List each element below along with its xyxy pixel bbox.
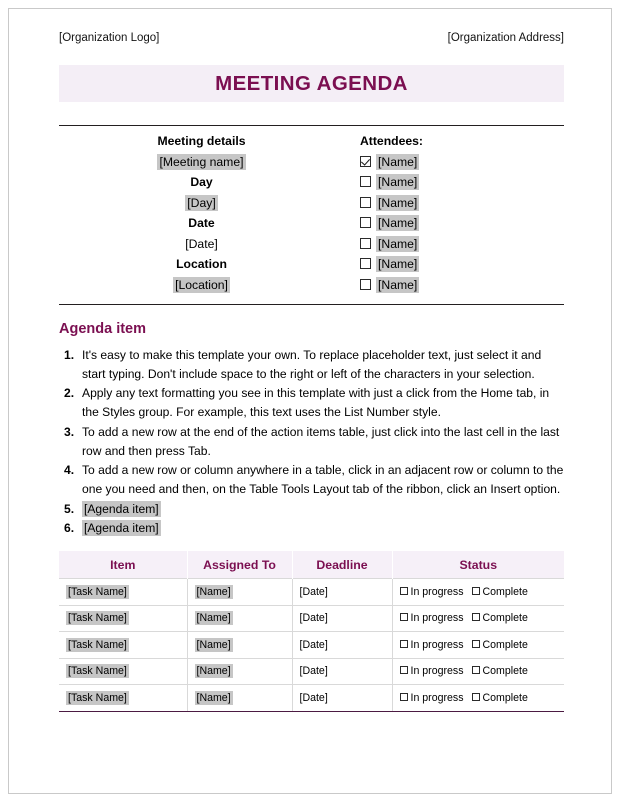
meeting-detail-row[interactable]: [59, 193, 344, 214]
task-name: [Task Name]: [68, 612, 127, 625]
checkbox-checked-icon[interactable]: [360, 156, 371, 167]
meeting-detail-value: [Date]: [185, 236, 218, 251]
agenda-list-item: [59, 500, 564, 519]
deadline-date: [Date]: [299, 585, 328, 598]
table-cell-assignee-name[interactable]: [187, 579, 292, 606]
table-column-header: Deadline: [292, 551, 392, 579]
table-cell-deadline-date[interactable]: [292, 685, 392, 712]
meeting-details-heading: Meeting details: [157, 134, 246, 148]
table-cell-status: [392, 579, 564, 606]
status-option-label: Complete: [482, 691, 528, 704]
table-column-header: Status: [392, 551, 564, 579]
agenda-list-item: [59, 384, 564, 421]
organization-logo-placeholder[interactable]: [Organization Logo]: [59, 32, 160, 44]
attendee-row: [350, 213, 564, 234]
table-cell-deadline-date[interactable]: [292, 579, 392, 606]
table-row: [59, 605, 564, 632]
checkbox-icon[interactable]: [400, 693, 408, 701]
task-name: [Task Name]: [68, 585, 127, 598]
table-row: [59, 632, 564, 659]
attendee-row: [350, 193, 564, 214]
checkbox-icon[interactable]: [360, 176, 371, 187]
attendee-name[interactable]: [Name]: [378, 216, 418, 230]
checkbox-icon[interactable]: [472, 693, 480, 701]
status-option[interactable]: [400, 612, 464, 624]
meeting-detail-value: Day: [190, 175, 213, 189]
status-option-label: In progress: [410, 585, 464, 598]
meeting-detail-row: [59, 213, 344, 234]
agenda-list-item: [59, 461, 564, 498]
title-banner: [59, 65, 564, 102]
task-name: [Task Name]: [68, 638, 127, 651]
table-row: [59, 658, 564, 685]
table-header-row: [59, 551, 564, 579]
agenda-list-item: [59, 519, 564, 538]
status-option-label: In progress: [410, 691, 464, 704]
checkbox-icon[interactable]: [472, 587, 480, 595]
status-option-label: Complete: [482, 665, 528, 678]
action-items-table: [59, 551, 564, 712]
attendees-rows: [350, 152, 564, 296]
task-name: [Task Name]: [68, 665, 127, 678]
status-option-label: Complete: [482, 612, 528, 625]
checkbox-icon[interactable]: [400, 613, 408, 621]
organization-address-placeholder[interactable]: [Organization Address]: [447, 32, 564, 44]
meeting-detail-row: [59, 172, 344, 193]
agenda-item-text[interactable]: [Agenda item]: [84, 501, 159, 516]
attendee-name[interactable]: [Name]: [378, 175, 418, 189]
meeting-detail-value: [Location]: [175, 277, 228, 292]
checkbox-icon[interactable]: [360, 258, 371, 269]
status-option-label: In progress: [410, 612, 464, 625]
table-row: [59, 579, 564, 606]
table-column-header: Assigned To: [187, 551, 292, 579]
agenda-list-item: [59, 423, 564, 460]
attendees-heading: Attendees:: [360, 134, 423, 148]
meeting-detail-value: Location: [176, 257, 227, 271]
details-bottom-rule: [59, 304, 564, 305]
assignee-name: [Name]: [196, 585, 231, 598]
table-cell-assignee-name[interactable]: [187, 685, 292, 712]
table-cell-deadline-date[interactable]: [292, 632, 392, 659]
table-cell-task-name[interactable]: [59, 685, 187, 712]
attendee-row: [350, 152, 564, 173]
status-option[interactable]: [472, 665, 528, 677]
table-cell-deadline-date[interactable]: [292, 605, 392, 632]
document-content: [59, 31, 564, 712]
agenda-list-item: [59, 346, 564, 383]
checkbox-icon[interactable]: [472, 640, 480, 648]
agenda-item-text: To add a new row or column anywhere in a table, click in an adjacent row or column to the one you need and then, on the Table Tools Layout tab of the ribbon, click an Insert option.: [82, 463, 564, 496]
checkbox-icon[interactable]: [472, 613, 480, 621]
meeting-details-rows: [59, 152, 344, 296]
checkbox-icon[interactable]: [360, 197, 371, 208]
page-title: MEETING AGENDA: [215, 71, 408, 95]
task-name: [Task Name]: [68, 691, 127, 704]
attendee-row: [350, 254, 564, 275]
table-body: [59, 579, 564, 712]
table-cell-assignee-name[interactable]: [187, 632, 292, 659]
status-option[interactable]: [400, 586, 464, 598]
checkbox-icon[interactable]: [472, 666, 480, 674]
status-option[interactable]: [400, 665, 464, 677]
deadline-date: [Date]: [299, 612, 328, 625]
table-cell-task-name[interactable]: [59, 605, 187, 632]
table-cell-task-name[interactable]: [59, 658, 187, 685]
status-option[interactable]: [472, 692, 528, 704]
status-option[interactable]: [400, 639, 464, 651]
agenda-item-text: It's easy to make this template your own. To replace placeholder text, just select it and start typing. Don't include space to the right or left of the characters in your selection.: [82, 348, 542, 381]
agenda-item-text: To add a new row at the end of the action items table, just click into the last cell in the last row and then press Tab.: [82, 424, 560, 458]
status-option-label: In progress: [410, 638, 464, 651]
attendee-name[interactable]: [Name]: [378, 195, 418, 210]
table-cell-assignee-name[interactable]: [187, 605, 292, 632]
attendee-name[interactable]: [Name]: [378, 277, 418, 292]
assignee-name: [Name]: [196, 691, 231, 704]
attendee-row: [350, 275, 564, 296]
agenda-item-text[interactable]: [Agenda item]: [84, 521, 159, 536]
table-cell-status: [392, 605, 564, 632]
checkbox-icon[interactable]: [360, 238, 371, 249]
status-option[interactable]: [472, 639, 528, 651]
attendee-row: [350, 172, 564, 193]
agenda-item-heading: Agenda item: [59, 321, 147, 337]
meeting-detail-row: [59, 234, 344, 255]
attendee-name[interactable]: [Name]: [378, 154, 418, 169]
table-cell-assignee-name[interactable]: [187, 658, 292, 685]
deadline-date: [Date]: [299, 638, 328, 651]
meeting-details-section: [59, 126, 564, 297]
checkbox-icon[interactable]: [360, 279, 371, 290]
checkbox-icon[interactable]: [400, 587, 408, 595]
meeting-detail-value: Date: [188, 216, 215, 230]
attendee-name[interactable]: [Name]: [378, 257, 418, 271]
table-row: [59, 685, 564, 712]
meeting-detail-value: [Meeting name]: [159, 154, 244, 169]
status-option[interactable]: [472, 586, 528, 598]
status-option-label: In progress: [410, 665, 464, 678]
status-option-label: Complete: [482, 638, 528, 651]
status-option[interactable]: [400, 692, 464, 704]
document-header: [59, 31, 564, 45]
table-cell-status: [392, 685, 564, 712]
checkbox-icon[interactable]: [360, 217, 371, 228]
document-page: [8, 8, 612, 794]
meeting-detail-value: [Day]: [187, 195, 216, 210]
assignee-name: [Name]: [196, 612, 231, 625]
status-option[interactable]: [472, 612, 528, 624]
attendee-row: [350, 234, 564, 255]
agenda-list: [59, 346, 564, 538]
meeting-detail-row[interactable]: [59, 275, 344, 296]
deadline-date: [Date]: [299, 665, 328, 678]
table-cell-task-name[interactable]: [59, 632, 187, 659]
meeting-details-column: [59, 131, 344, 295]
table-column-header: Item: [59, 551, 187, 579]
attendee-name[interactable]: [Name]: [378, 236, 418, 251]
assignee-name: [Name]: [196, 638, 231, 651]
checkbox-icon[interactable]: [400, 640, 408, 648]
table-cell-status: [392, 658, 564, 685]
table-cell-task-name[interactable]: [59, 579, 187, 606]
meeting-detail-row: [59, 254, 344, 275]
status-option-label: Complete: [482, 585, 528, 598]
agenda-item-text: Apply any text formatting you see in this template with just a click from the Home tab, in the Styles group. For example, this text uses the List Number style.: [82, 386, 550, 420]
checkbox-icon[interactable]: [400, 666, 408, 674]
assignee-name: [Name]: [196, 665, 231, 678]
deadline-date: [Date]: [299, 691, 328, 704]
table-cell-status: [392, 632, 564, 659]
table-cell-deadline-date[interactable]: [292, 658, 392, 685]
attendees-column: [344, 131, 564, 295]
meeting-detail-row[interactable]: [59, 152, 344, 173]
